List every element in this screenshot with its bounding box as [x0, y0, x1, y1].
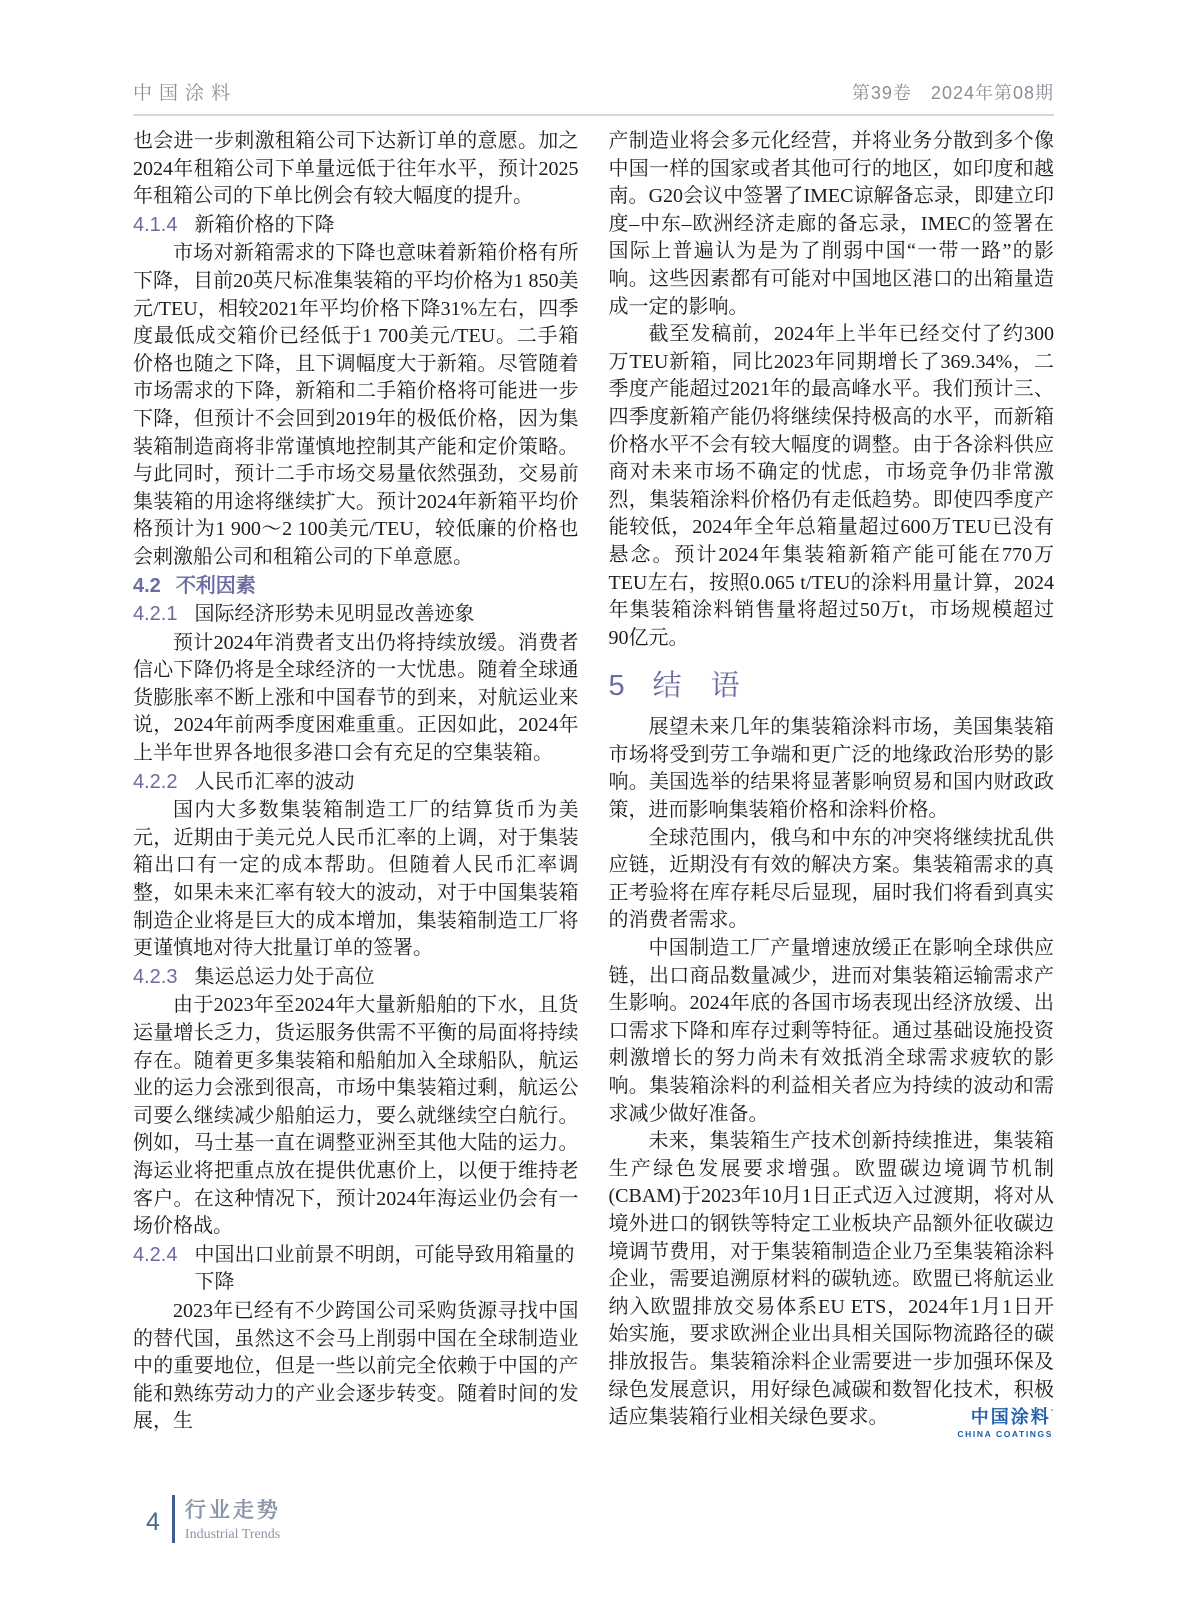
- paragraph: 市场对新箱需求的下降也意味着新箱价格有所下降，目前20英尺标准集装箱的平均价格为1 850美元/TEU，相较2021年平均价格下降31%左右，四季度最低成交箱价已经低于1 700美元/TEU。二手箱价格也随之下降，且下调幅度大于新箱。尽管随着市场需求的下降，新箱和二手箱价格将可能进一步下降，但预计不会回到2019年的极低价格，因为集装箱制造商将非常谨慎地控制其产能和定价策略。与此同时，预计二手市场交易量依然强劲，交易前集装箱的用途将继续扩大。预计2024年新箱平均价格预计为1 900～2 100美元/TEU，较低廉的价格也会刺激船公司和租箱公司的下单意愿。: [133, 242, 579, 568]
- logo-trademark-icon: ’: [1050, 1408, 1053, 1419]
- heading-title: 不利因素: [175, 574, 256, 597]
- footer-section-en: Industrial Trends: [184, 1527, 281, 1542]
- journal-title: 中国涂料: [133, 83, 238, 104]
- page-footer: [146, 1494, 281, 1543]
- paragraph: 2023年已经有不少跨国公司采购货源寻找中国的替代国，虽然这不会马上削弱中国在全球制造业中的重要地位，但是一些以前完全依赖于中国的产能和熟练劳动力的产业会逐步转变。随着时间的发展，生: [133, 1299, 579, 1433]
- heading-number: 4.1.4: [133, 213, 178, 236]
- paragraph: 国内大多数集装箱制造工厂的结算货币为美元，近期由于美元兑人民币汇率的上调，对于集装箱出口有一定的成本帮助。但随着人民币汇率调整，如果未来汇率有较大的波动，对于中国集装箱制造企业将是巨大的成本增加，集装箱制造工厂将更谨慎地对待大批量订单的签署。: [133, 799, 579, 960]
- paragraph: 全球范围内，俄乌和中东的冲突将继续扰乱供应链，近期没有有效的解决方案。集装箱需求的真正考验将在库存耗尽后显现，届时我们将看到真实的消费者需求。: [608, 826, 1054, 932]
- heading-number: 4.2: [133, 574, 161, 597]
- heading-title: 人民币汇率的波动: [194, 770, 355, 793]
- heading-number: 4.2.4: [133, 1243, 178, 1266]
- footer-section-label: [185, 1494, 281, 1543]
- heading-title: 结 语: [652, 670, 740, 703]
- left-column: [133, 128, 579, 1436]
- volume-issue: 第39卷 2024年第08期: [851, 83, 1054, 103]
- heading-4-2-3: [133, 964, 579, 992]
- heading-4-2: [133, 573, 579, 601]
- heading-4-2-1: [133, 601, 579, 629]
- footer-divider-bar: [172, 1495, 175, 1543]
- right-column: [609, 128, 1055, 1436]
- heading-number: 4.2.2: [133, 770, 178, 793]
- heading-4-2-2: [133, 769, 579, 797]
- footer-section-cn: 行业走势: [184, 1499, 281, 1522]
- china-coatings-logo: [957, 1408, 1053, 1439]
- heading-4-2-4: [133, 1242, 579, 1297]
- paragraph: 中国制造工厂产量增速放缓正在影响全球供应链，出口商品数量减少，进而对集装箱运输需求产生影响。2024年底的各国市场表现出经济放缓、出口需求下降和库存过剩等特征。通过基础设施投资刺激增长的努力尚未有效抵消全球需求疲软的影响。集装箱涂料的利益相关者应为持续的波动和需求减少做好准备。: [608, 937, 1054, 1125]
- paragraph: 展望未来几年的集装箱涂料市场，美国集装箱市场将受到劳工争端和更广泛的地缘政治形势的影响。美国选举的结果将显著影响贸易和国内财政政策，进而影响集装箱价格和涂料价格。: [608, 716, 1054, 822]
- heading-number: 5: [608, 670, 625, 703]
- article-body: [133, 128, 1054, 1436]
- paragraph: 未来，集装箱生产技术创新持续推进，集装箱生产绿色发展要求增强。欧盟碳边境调节机制(CBAM)于2023年10月1日正式迈入过渡期，将对从境外进口的钢铁等特定工业板块产品额外征收碳边境调节费用，对于集装箱制造企业乃至集装箱涂料企业，需要追溯原材料的碳轨迹。欧盟已将航运业纳入欧盟排放交易体系EU ETS，2024年1月1日开始实施，要求欧洲企业出具相关国际物流路径的碳排放报告。集装箱涂料企业需要进一步加强环保及绿色发展意识，用好绿色减碳和数智化技术，积极适应集装箱行业相关绿色要求。: [608, 1130, 1054, 1429]
- heading-title: 国际经济形势未见明显改善迹象: [194, 603, 475, 626]
- page-header: [133, 78, 1054, 116]
- paragraph: 也会进一步刺激租箱公司下达新订单的意愿。加之2024年租箱公司下单量远低于往年水平，预计2025年租箱公司的下单比例会有较大幅度的提升。: [133, 130, 579, 208]
- paragraph: 预计2024年消费者支出仍将持续放缓。消费者信心下降仍将是全球经济的一大忧患。随着全球通货膨胀率不断上涨和中国春节的到来，对航运业来说，2024年前两季度困难重重。正因如此，2024年上半年世界各地很多港口会有充足的空集装箱。: [133, 631, 579, 765]
- heading-title: 中国出口业前景不明朗，可能导致用箱量的下降: [194, 1243, 575, 1294]
- paragraph: 截至发稿前，2024年上半年已经交付了约300万TEU新箱，同比2023年同期增长了369.34%，二季度产能超过2021年的最高峰水平。我们预计三、四季度新箱产能仍将继续保持极高的水平，而新箱价格水平不会有较大幅度的调整。由于各涂料供应商对未来市场不确定的忧虑，市场竞争仍非常激烈，集装箱涂料价格仍有走低趋势。即使四季度产能较低，2024年全年总箱量超过600万TEU已没有悬念。预计2024年集装箱新箱产能可能在770万TEU左右，按照0.065 t/TEU的涂料用量计算，2024年集装箱涂料销售量将超过50万t，市场规模超过90亿元。: [608, 323, 1054, 649]
- logo-en-text: CHINA COATINGS: [957, 1428, 1053, 1439]
- paragraph: 由于2023年至2024年大量新船舶的下水，且货运量增长乏力，货运服务供需不平衡的局面将持续存在。随着更多集装箱和船舶加入全球船队，航运业的运力会涨到很高，市场中集装箱过剩，航运公司要么继续减少船舶运力，要么就继续空白航行。例如，马士基一直在调整亚洲至其他大陆的运力。海运业将把重点放在提供优惠价上，以便于维持老客户。在这种情况下，预计2024年海运业仍会有一场价格战。: [133, 994, 579, 1238]
- heading-5-conclusion: [609, 669, 1055, 703]
- logo-cn-text: 中国涂料: [970, 1407, 1051, 1427]
- heading-title: 新箱价格的下降: [194, 213, 335, 236]
- paragraph: 产制造业将会多元化经营，并将业务分散到多个像中国一样的国家或者其他可行的地区，如印度和越南。G20会议中签署了IMEC谅解备忘录，即建立印度–中东–欧洲经济走廊的备忘录，IMEC的签署在国际上普遍认为是为了削弱中国“一带一路”的影响。这些因素都有可能对中国地区港口的出箱量造成一定的影响。: [608, 130, 1054, 318]
- page-number: 4: [146, 1508, 160, 1536]
- heading-number: 4.2.1: [133, 603, 178, 626]
- heading-title: 集运总运力处于高位: [194, 965, 375, 988]
- heading-number: 4.2.3: [133, 965, 178, 988]
- heading-4-1-4: [133, 212, 579, 240]
